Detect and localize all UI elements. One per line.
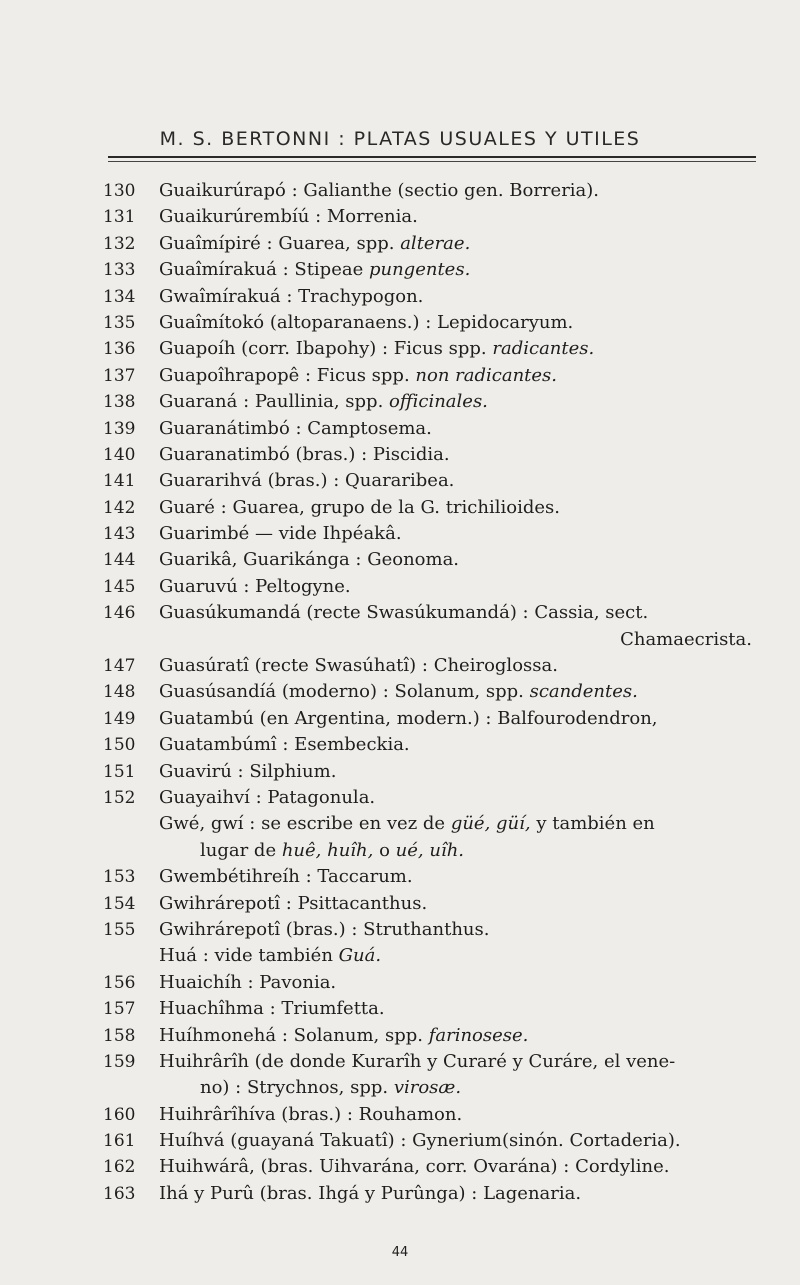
entry-number: 144 <box>103 550 136 571</box>
entry-text: Gwihrárepotî (bras.) : Struthanthus. <box>159 918 490 940</box>
entry-number: 156 <box>103 972 136 993</box>
entry-italic: farinosese. <box>428 1024 529 1046</box>
entry-row <box>0 495 800 521</box>
entry-number: 151 <box>103 761 136 782</box>
entry-row <box>0 416 800 442</box>
entry-number: 133 <box>103 260 136 281</box>
entry-row <box>0 917 800 943</box>
entry-italic: virosæ. <box>393 1077 462 1099</box>
entry-row <box>0 336 800 362</box>
entry-text: Gwaîmírakuá : Trachypogon. <box>159 285 424 307</box>
entry-italic: radicantes. <box>492 338 595 360</box>
entry-text: Guaranátimbó : Camptosema. <box>159 417 432 439</box>
entry-text: Huihrârîh (de donde Kurarîh y Curaré y Curáre, el vene- <box>159 1050 676 1072</box>
entry-italic: scandentes. <box>529 681 638 703</box>
entry-text: Huihrârîhíva (bras.) : Rouhamon. <box>159 1103 463 1125</box>
entry-continuation: Chamaecrista. <box>620 628 752 650</box>
entry-continuation: no) : Strychnos, spp. virosæ. <box>200 1077 462 1099</box>
entry-text: Guaîmírakuá : Stipeae pungentes. <box>159 259 471 281</box>
entry-number: 159 <box>103 1051 136 1072</box>
entry-text: Guapoîhrapopê : Ficus spp. non radicantes. <box>159 364 558 386</box>
entry-text: Guaikurúrembíú : Morrenia. <box>159 206 418 228</box>
entry-number: 146 <box>103 603 136 624</box>
entry-row <box>0 1049 800 1075</box>
entry-row <box>0 178 800 204</box>
entry-text: Guaré : Guarea, grupo de la G. trichilioides. <box>159 496 560 518</box>
entry-number: 141 <box>103 471 136 492</box>
entry-number: 130 <box>103 181 136 201</box>
entry-text: Gwembétihreíh : Taccarum. <box>159 866 413 888</box>
entry-number: 148 <box>103 682 136 703</box>
entry-row <box>0 891 800 917</box>
entry-text: Guapoíh (corr. Ibapohy) : Ficus spp. radicantes. <box>159 338 595 360</box>
entry-row <box>0 970 800 996</box>
entry-italic: officinales. <box>389 391 488 413</box>
entry-text: Guaîmípiré : Guarea, spp. alterae. <box>159 232 471 254</box>
entry-row <box>0 943 800 969</box>
entry-text: Guatambú (en Argentina, modern.) : Balfourodendron, <box>159 707 658 729</box>
entry-text: Guaîmítokó (altoparanaens.) : Lepidocaryum. <box>159 311 574 333</box>
entry-text: Huihwárâ, (bras. Uihvarána, corr. Ovarána) : Cordyline. <box>159 1156 670 1178</box>
entry-row <box>0 257 800 283</box>
entry-number: 143 <box>103 524 136 545</box>
entry-number: 157 <box>103 999 136 1020</box>
entry-row <box>0 310 800 336</box>
entry-row <box>0 1102 800 1128</box>
entry-row <box>0 1023 800 1049</box>
entry-number: 134 <box>103 286 136 307</box>
entry-number: 147 <box>103 656 136 677</box>
header-rule <box>108 156 756 158</box>
entry-number: 158 <box>103 1025 136 1046</box>
header-rule-thin <box>108 161 756 162</box>
entry-text: Guaruvú : Peltogyne. <box>159 575 351 597</box>
entry-text: Guasúkumandá (recte Swasúkumandá) : Cassia, sect. <box>159 602 649 624</box>
entry-row <box>0 732 800 758</box>
entry-row <box>0 284 800 310</box>
entry-number: 162 <box>103 1157 136 1178</box>
entry-number: 131 <box>103 207 136 228</box>
entry-number: 137 <box>103 365 136 386</box>
entry-number: 161 <box>103 1131 136 1152</box>
entry-number: 145 <box>103 576 136 597</box>
entry-row <box>0 204 800 230</box>
entry-text: Guatambúmî : Esembeckia. <box>159 734 410 756</box>
entry-number: 139 <box>103 418 136 439</box>
entry-italic: non radicantes. <box>415 364 558 386</box>
entry-number: 154 <box>103 893 136 914</box>
entry-text: Guayaihví : Patagonula. <box>159 786 376 808</box>
entry-number: 142 <box>103 497 136 518</box>
entry-text: Huaichíh : Pavonia. <box>159 971 337 993</box>
entry-text: Guaikurúrapó : Galianthe (sectio gen. Borreria). <box>159 180 600 201</box>
entry-italic: Guá. <box>338 945 382 967</box>
entry-text: Guasúsandíá (moderno) : Solanum, spp. scandentes. <box>159 681 638 703</box>
entry-row <box>0 521 800 547</box>
entry-number: 132 <box>103 233 136 254</box>
entry-continuation: lugar de huê, huîh, o ué, uîh. <box>200 839 465 861</box>
entry-row <box>0 1154 800 1180</box>
entry-text: Guavirú : Silphium. <box>159 760 337 782</box>
entry-row <box>0 574 800 600</box>
entry-row <box>0 653 800 679</box>
entry-italic: huê, huîh, <box>281 839 374 861</box>
entry-row-continuation <box>0 838 800 864</box>
entry-text: Huachîhma : Triumfetta. <box>159 998 385 1020</box>
entry-text: Guararihvá (bras.) : Quararibea. <box>159 470 455 492</box>
entry-row <box>0 759 800 785</box>
entry-number: 149 <box>103 708 136 729</box>
entry-row-continuation <box>0 1075 800 1101</box>
entry-text: Huíhmonehá : Solanum, spp. farinosese. <box>159 1024 529 1046</box>
entry-number: 163 <box>103 1183 136 1204</box>
entry-row <box>0 785 800 811</box>
entry-row-continuation <box>0 627 800 653</box>
entry-row <box>0 442 800 468</box>
entry-row <box>0 679 800 705</box>
entry-row <box>0 996 800 1022</box>
entry-list <box>0 178 800 1207</box>
entry-row <box>0 231 800 257</box>
entry-italic: güé, güí, <box>450 813 531 835</box>
entry-text: Guasúratî (recte Swasúhatî) : Cheiroglossa. <box>159 655 558 677</box>
entry-text: Ihá y Purû (bras. Ihgá y Purûnga) : Lagenaria. <box>159 1182 582 1204</box>
entry-row <box>0 1181 800 1207</box>
entry-number: 136 <box>103 339 136 360</box>
page-number: 44 <box>391 1245 409 1260</box>
entry-number: 152 <box>103 787 136 808</box>
entry-number: 155 <box>103 919 136 940</box>
entry-number: 135 <box>103 312 136 333</box>
entry-text: Gwihrárepotî : Psittacanthus. <box>159 892 428 914</box>
entry-row <box>0 706 800 732</box>
entry-number: 160 <box>103 1104 136 1125</box>
entry-row <box>0 1128 800 1154</box>
entry-number: 153 <box>103 867 136 888</box>
entry-text: Guarikâ, Guarikánga : Geonoma. <box>159 549 460 571</box>
entry-text: Guarimbé — vide Ihpéakâ. <box>159 523 402 545</box>
entry-italic: alterae. <box>400 232 471 254</box>
entry-row <box>0 468 800 494</box>
entry-row <box>0 600 800 626</box>
entry-number: 138 <box>103 392 136 413</box>
entry-row <box>0 389 800 415</box>
entry-text: Guaranatimbó (bras.) : Piscidia. <box>159 443 450 465</box>
entry-text: Guaraná : Paullinia, spp. officinales. <box>159 391 488 413</box>
entry-row <box>0 363 800 389</box>
running-header: M. S. BERTONNI : PLATAS USUALES Y UTILES <box>159 128 641 150</box>
entry-italic: pungentes. <box>368 259 471 281</box>
entry-row <box>0 811 800 837</box>
entry-number: 140 <box>103 444 136 465</box>
entry-text: Gwé, gwí : se escribe en vez de güé, güí, y también en <box>159 813 655 835</box>
entry-italic: ué, uîh. <box>395 839 465 861</box>
entry-row <box>0 864 800 890</box>
entry-text: Huá : vide también Guá. <box>159 945 382 967</box>
entry-row <box>0 547 800 573</box>
entry-text: Huíhvá (guayaná Takuatî) : Gynerium(sinón. Cortaderia). <box>159 1130 681 1152</box>
entry-number: 150 <box>103 735 136 756</box>
